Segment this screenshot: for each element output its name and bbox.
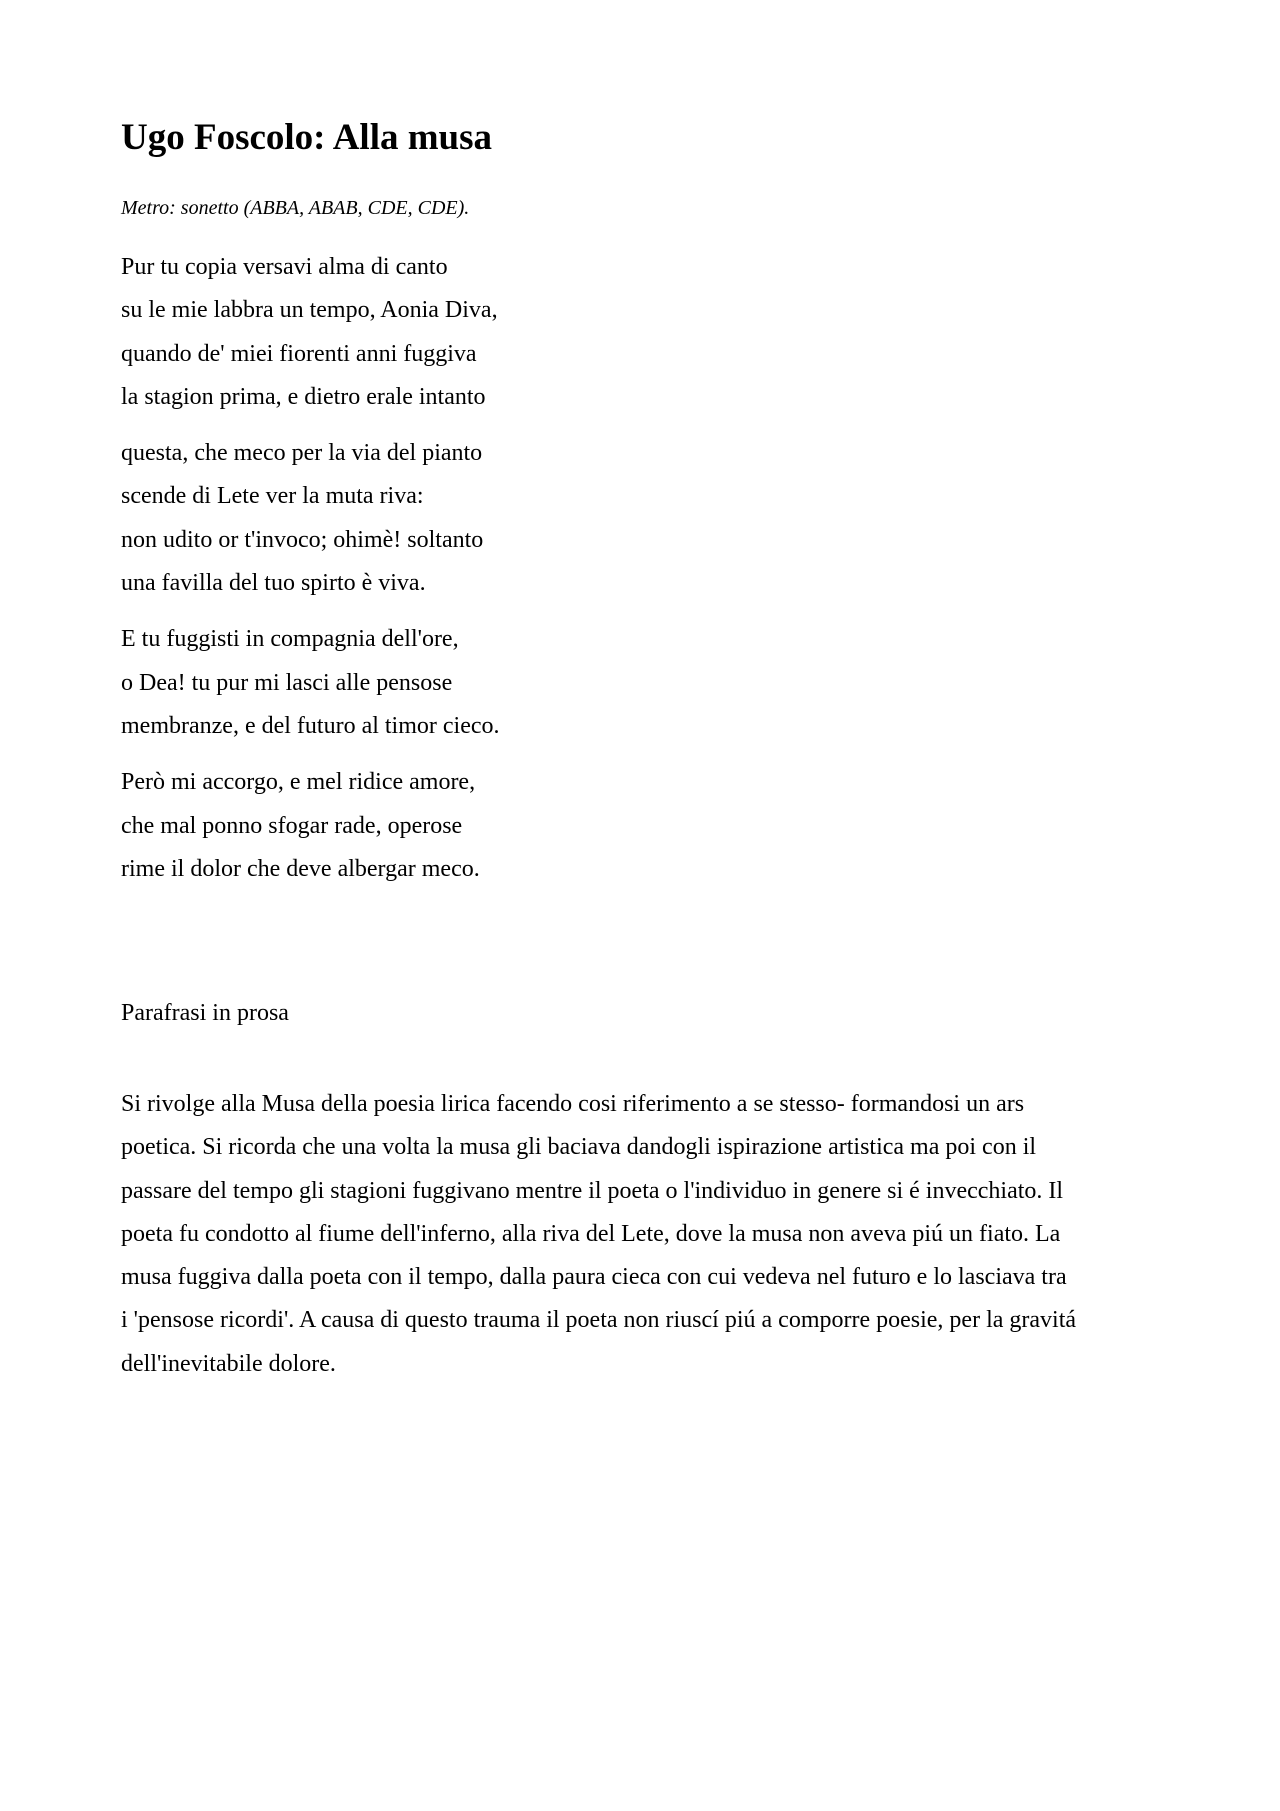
stanza [121,246,500,419]
poem [121,246,500,904]
stanza [121,618,500,748]
paraphrase-heading: Parafrasi in prosa [121,1000,289,1026]
verse-line: membranze, e del futuro al timor cieco. [121,712,500,739]
verse-line: E tu fuggisti in compagnia dell'ore, [121,626,459,653]
paragraph-line: Si rivolge alla Musa della poesia lirica facendo cosi riferimento a se stesso- formandosi un ars [121,1091,1025,1117]
paragraph-line: i 'pensose ricordi'. A causa di questo trauma il poeta non riuscí piú a comporre poesie, per la gravitá [121,1307,1077,1334]
document-title: Ugo Foscolo: Alla musa [121,117,493,158]
verse-line: non udito or t'invoco; ohimè! soltanto [121,526,484,553]
paragraph-line: poeta fu condotto al fiume dell'inferno, alla riva del Lete, dove la musa non aveva piú un fiato. La [121,1220,1061,1247]
paragraph-line: dell'inevitabile dolore. [121,1350,336,1377]
verse-line: Pur tu copia versavi alma di canto [121,254,448,280]
paraphrase-paragraph [121,1083,1171,1386]
verse-line: questa, che meco per la via del pianto [121,440,483,467]
verse-line: Però mi accorgo, e mel ridice amore, [121,769,476,796]
verse-line: la stagion prima, e dietro erale intanto [121,383,486,410]
verse-line: quando de' miei fiorenti anni fuggiva [121,340,477,367]
paragraph-line: passare del tempo gli stagioni fuggivano mentre il poeta o l'individuo in genere si é invecchiato. Il [121,1177,1064,1204]
stanza [121,761,500,891]
paragraph-line: poetica. Si ricorda che una volta la musa gli baciava dandogli ispirazione artistica ma poi con il [121,1134,1037,1161]
verse-line: rime il dolor che deve albergar meco. [121,855,480,882]
verse-line: una favilla del tuo spirto è viva. [121,570,426,597]
meter-note: Metro: sonetto (ABBA, ABAB, CDE, CDE). [121,197,470,219]
verse-line: su le mie labbra un tempo, Aonia Diva, [121,297,498,324]
paragraph-line: musa fuggiva dalla poeta con il tempo, dalla paura cieca con cui vedeva nel futuro e lo lasciava tra [121,1264,1067,1291]
stanza [121,432,500,605]
verse-line: che mal ponno sfogar rade, operose [121,812,463,839]
verse-line: o Dea! tu pur mi lasci alle pensose [121,669,453,696]
verse-line: scende di Lete ver la muta riva: [121,483,424,510]
